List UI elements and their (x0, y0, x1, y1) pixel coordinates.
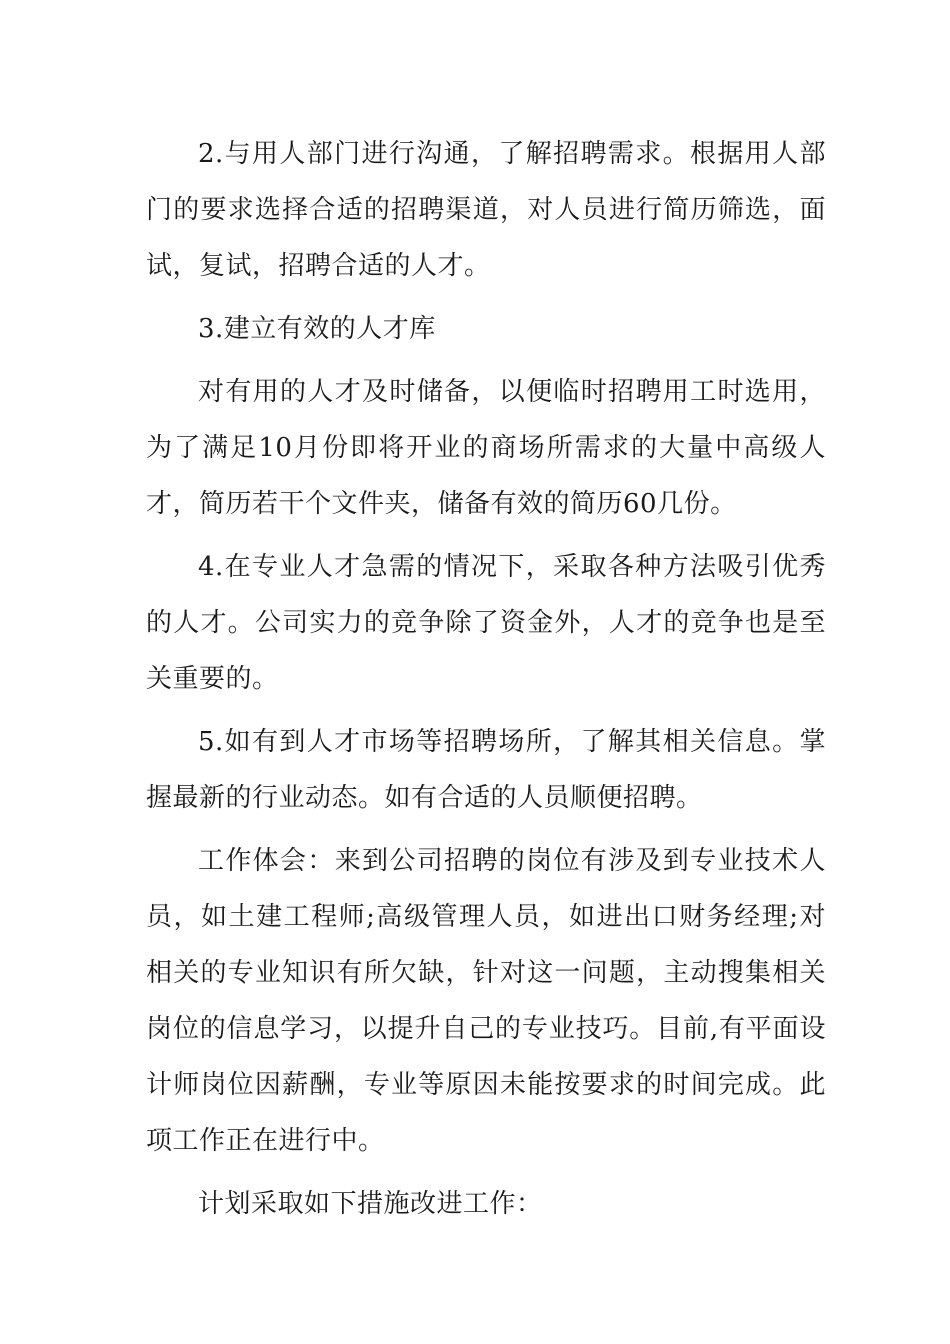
paragraph-talent-pool-heading: 3.建立有效的人才库 (198, 314, 436, 344)
document-body (146, 126, 826, 1239)
paragraph-improvement-plan: 计划采取如下措施改进工作： (198, 1189, 543, 1219)
paragraph-work-experience: 工作体会：来到公司招聘的岗位有涉及到专业技术人员，如土建工程师;高级管理人员，如进出口财务经理;对相关的专业知识有所欠缺，针对这一问题，主动搜集相关岗位的信息学习，以提升自己的专业技巧。目前,有平面设计师岗位因薪酬，专业等原因未能按要求的时间完成。此项工作正在进行中。 (146, 846, 826, 1156)
paragraph-attract-talent: 4.在专业人才急需的情况下，采取各种方法吸引优秀的人才。公司实力的竞争除了资金外，人才的竞争也是至关重要的。 (146, 552, 826, 694)
paragraph-recruitment-communication: 2.与用人部门进行沟通，了解招聘需求。根据用人部门的要求选择合适的招聘渠道，对人员进行简历筛选，面试，复试，招聘合适的人才。 (146, 139, 826, 281)
paragraph-talent-market: 5.如有到人才市场等招聘场所，了解其相关信息。掌握最新的行业动态。如有合适的人员顺便招聘。 (146, 727, 826, 813)
paragraph-talent-reserve: 对有用的人才及时储备，以便临时招聘用工时选用，为了满足10月份即将开业的商场所需求的大量中高级人才，简历若干个文件夹，储备有效的简历60几份。 (146, 377, 826, 519)
